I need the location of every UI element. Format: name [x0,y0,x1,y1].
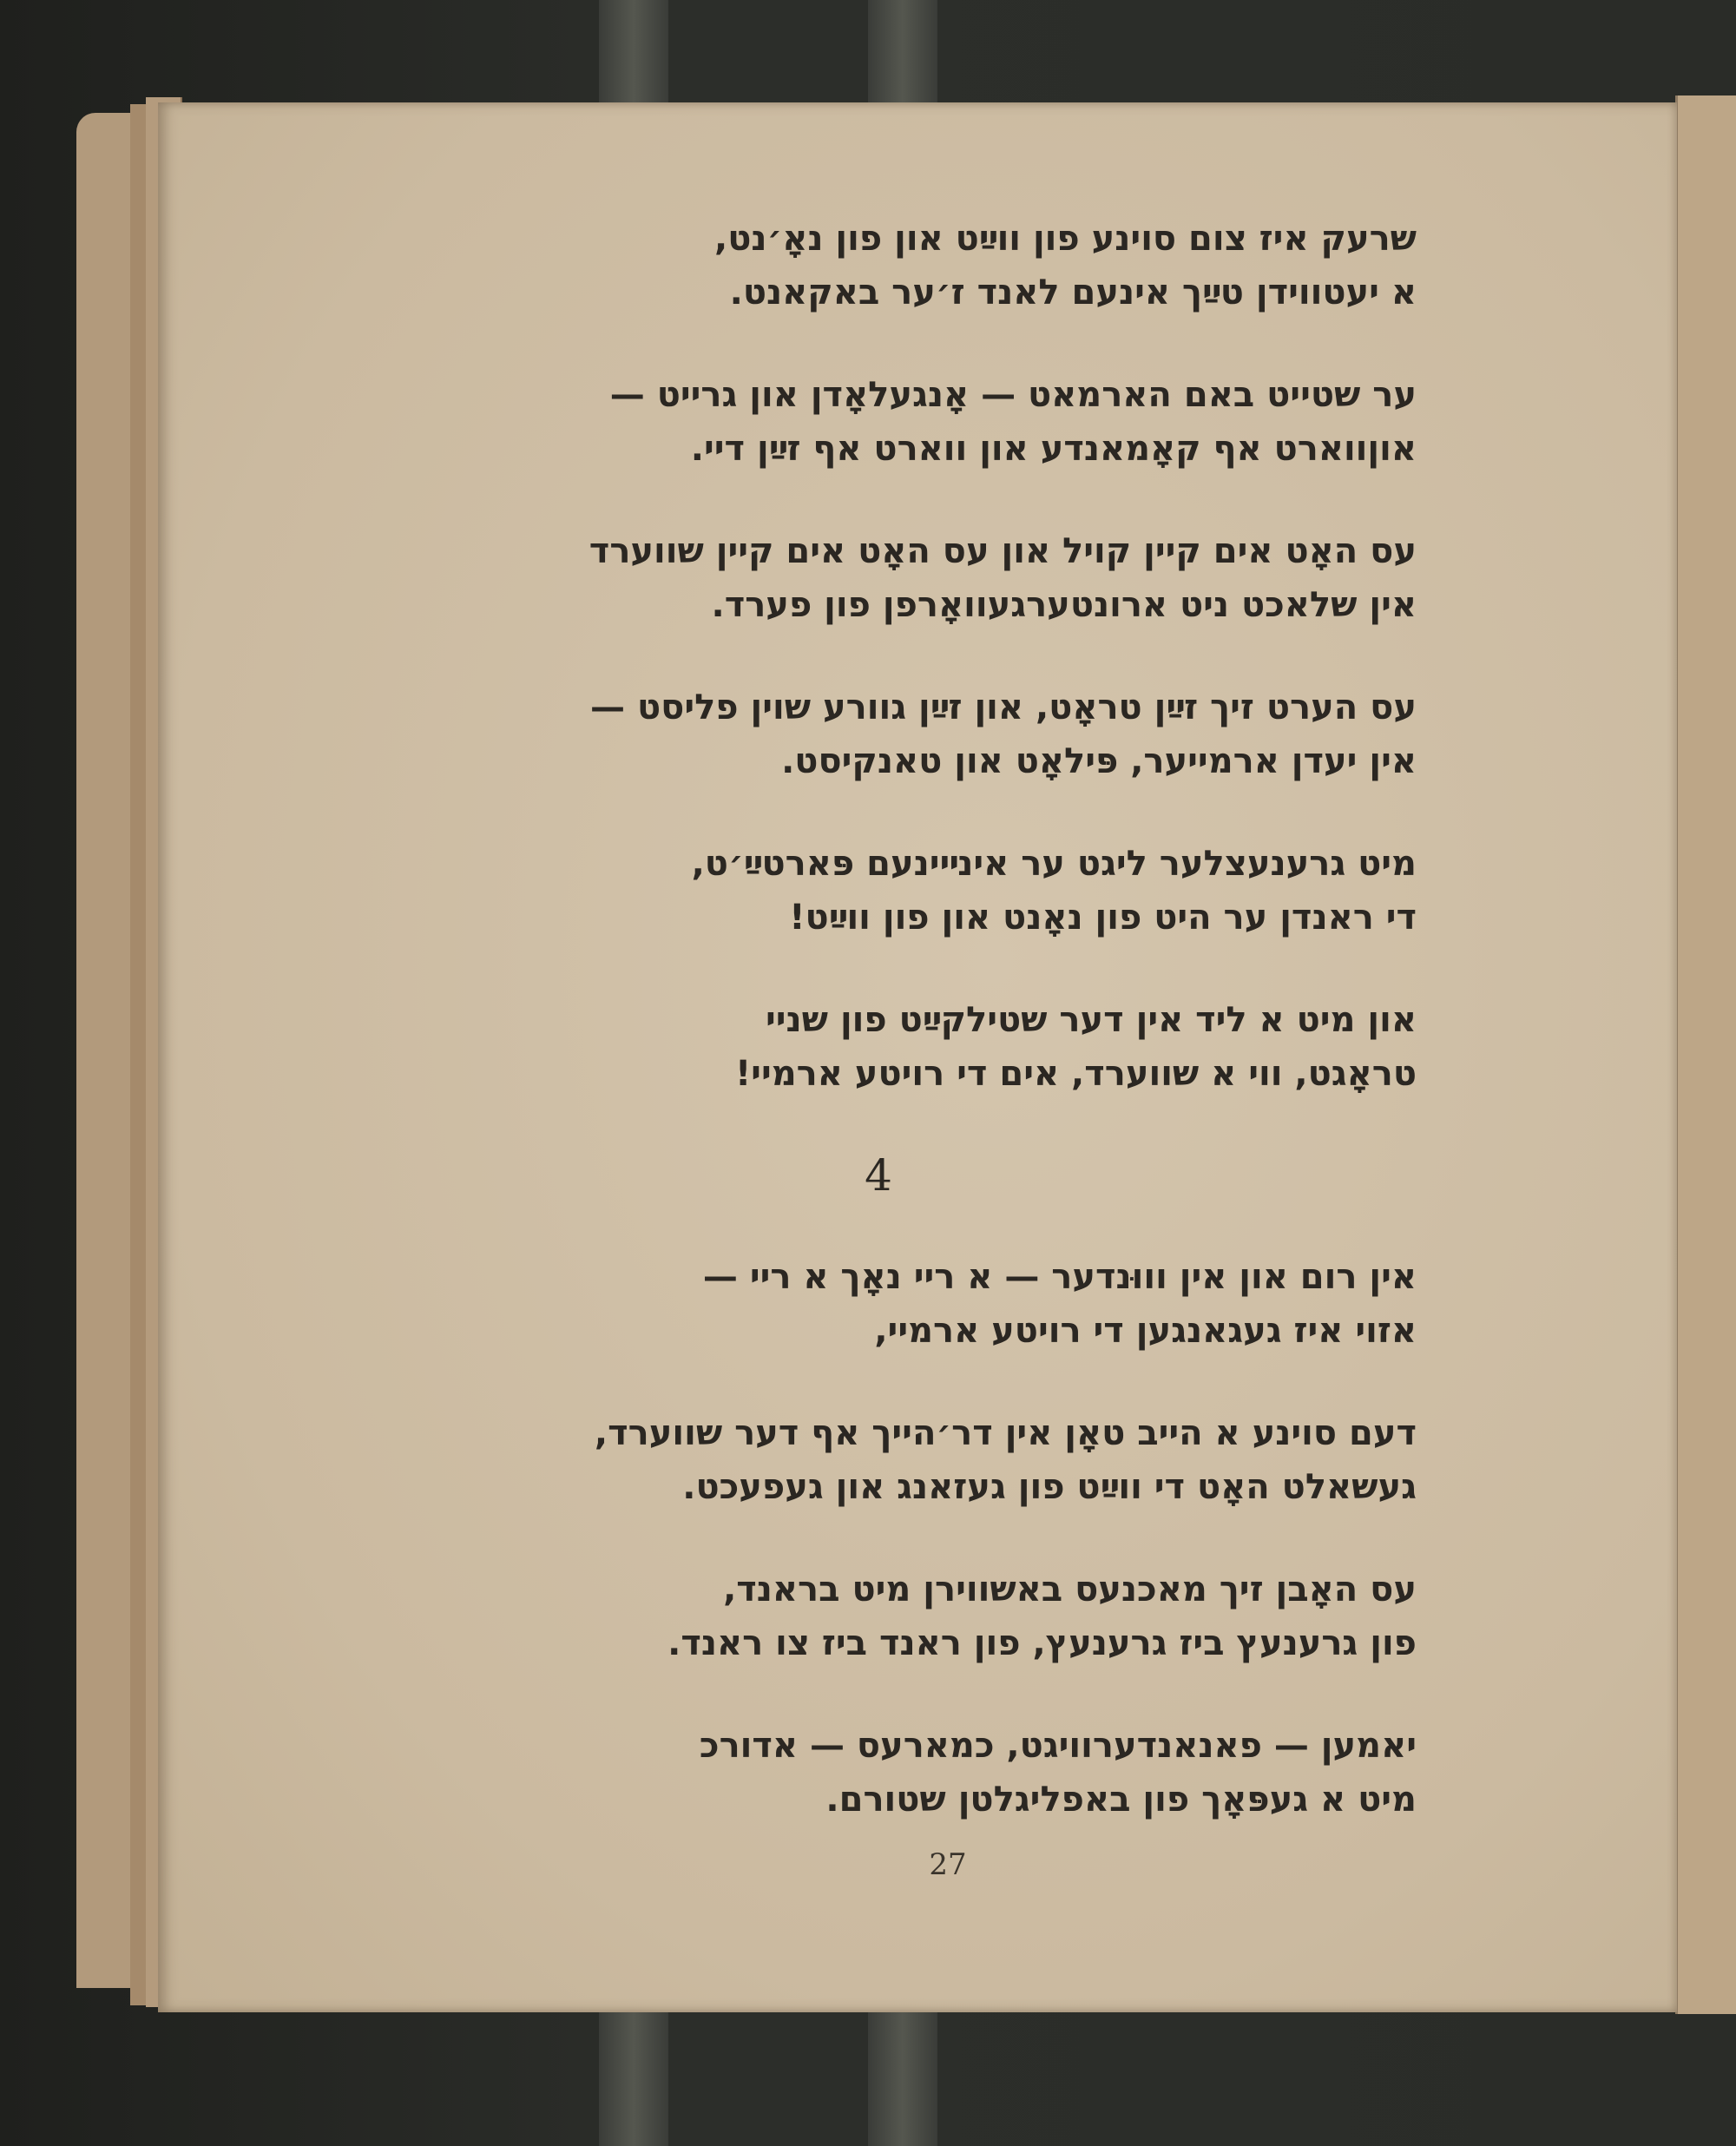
poem-line: אין שלאכט ניט ארונטערגעוואָרפן פון פערד. [711,585,1417,625]
poem-line: א יעטווידן טײַך אינעם לאנד ז׳ער באקאנט. [729,273,1417,313]
poem-line: אין יעדן ארמייער, פּילאָט און טאנקיסט. [781,741,1417,781]
poem-line: ער שטייט באם הארמאט — אָנגעלאָדן און גרייט — [609,375,1417,415]
poem-line: די ראנדן ער היט פון נאָנט און פון ווײַט! [789,898,1417,938]
section-number: 4 [865,1150,892,1201]
poem-text [288,212,1417,1875]
stanza [288,1406,1417,1514]
book-page [158,102,1677,2012]
stanza [288,368,1417,476]
poem-line: טראָגט, ווי א שווערד, אים די רויטע ארמיי! [734,1054,1417,1094]
stanza [288,1250,1417,1358]
stanza [288,524,1417,632]
page-number: 27 [929,1847,967,1882]
poem-line: און מיט א ליד אין דער שטילקײַט פון שניי [766,1000,1417,1040]
stanza [288,993,1417,1101]
stanza [288,1563,1417,1670]
stanza [288,681,1417,788]
poem-line: עס הערט זיך זײַן טראָט, און זײַן גוורע שוין פליסט — [590,688,1417,727]
poem-line: עס האָט אים קיין קויל און עס האָט אים קיין שווערד [589,531,1417,571]
stanza [288,837,1417,945]
next-page-edge [1675,95,1736,2014]
poem-line: אין רום און אין וווּנדער — א ריי נאָך א ריי — [702,1257,1417,1297]
stanza [288,212,1417,319]
poem-line: אזוי איז געגאנגען די רויטע ארמיי, [874,1311,1417,1351]
poem-line: מיט א געפּאָך פון באפליגלטן שטורם. [825,1780,1417,1820]
poem-line: אוןווארט אף קאָמאנדע און ווארט אף זײַן דיי. [690,429,1417,469]
poem-line: מיט גרענעצלער ליגט ער אינײינעם פּארטײַ׳ט, [691,844,1417,884]
poem-line: יאמען — פאנאנדערוויגט, כמארעס — אדורכ [699,1726,1417,1766]
poem-line: דעם סוינע א הייב טאָן אין דר׳הייך אף דער שווערד, [594,1413,1417,1453]
poem-line: שרעק איז צום סוינע פון ווײַט און פון נאָ׳נט, [714,219,1417,259]
stanza [288,1719,1417,1827]
poem-line: עס האָבן זיך מאכנעס באשווירן מיט בראנד, [723,1570,1417,1610]
poem-line: געשאלט האָט די ווײַט פון געזאנג און געפעכט. [682,1467,1417,1507]
poem-line: פון גרענעץ ביז גרענעץ, פון ראנד ביז צו ראנד. [667,1623,1417,1663]
